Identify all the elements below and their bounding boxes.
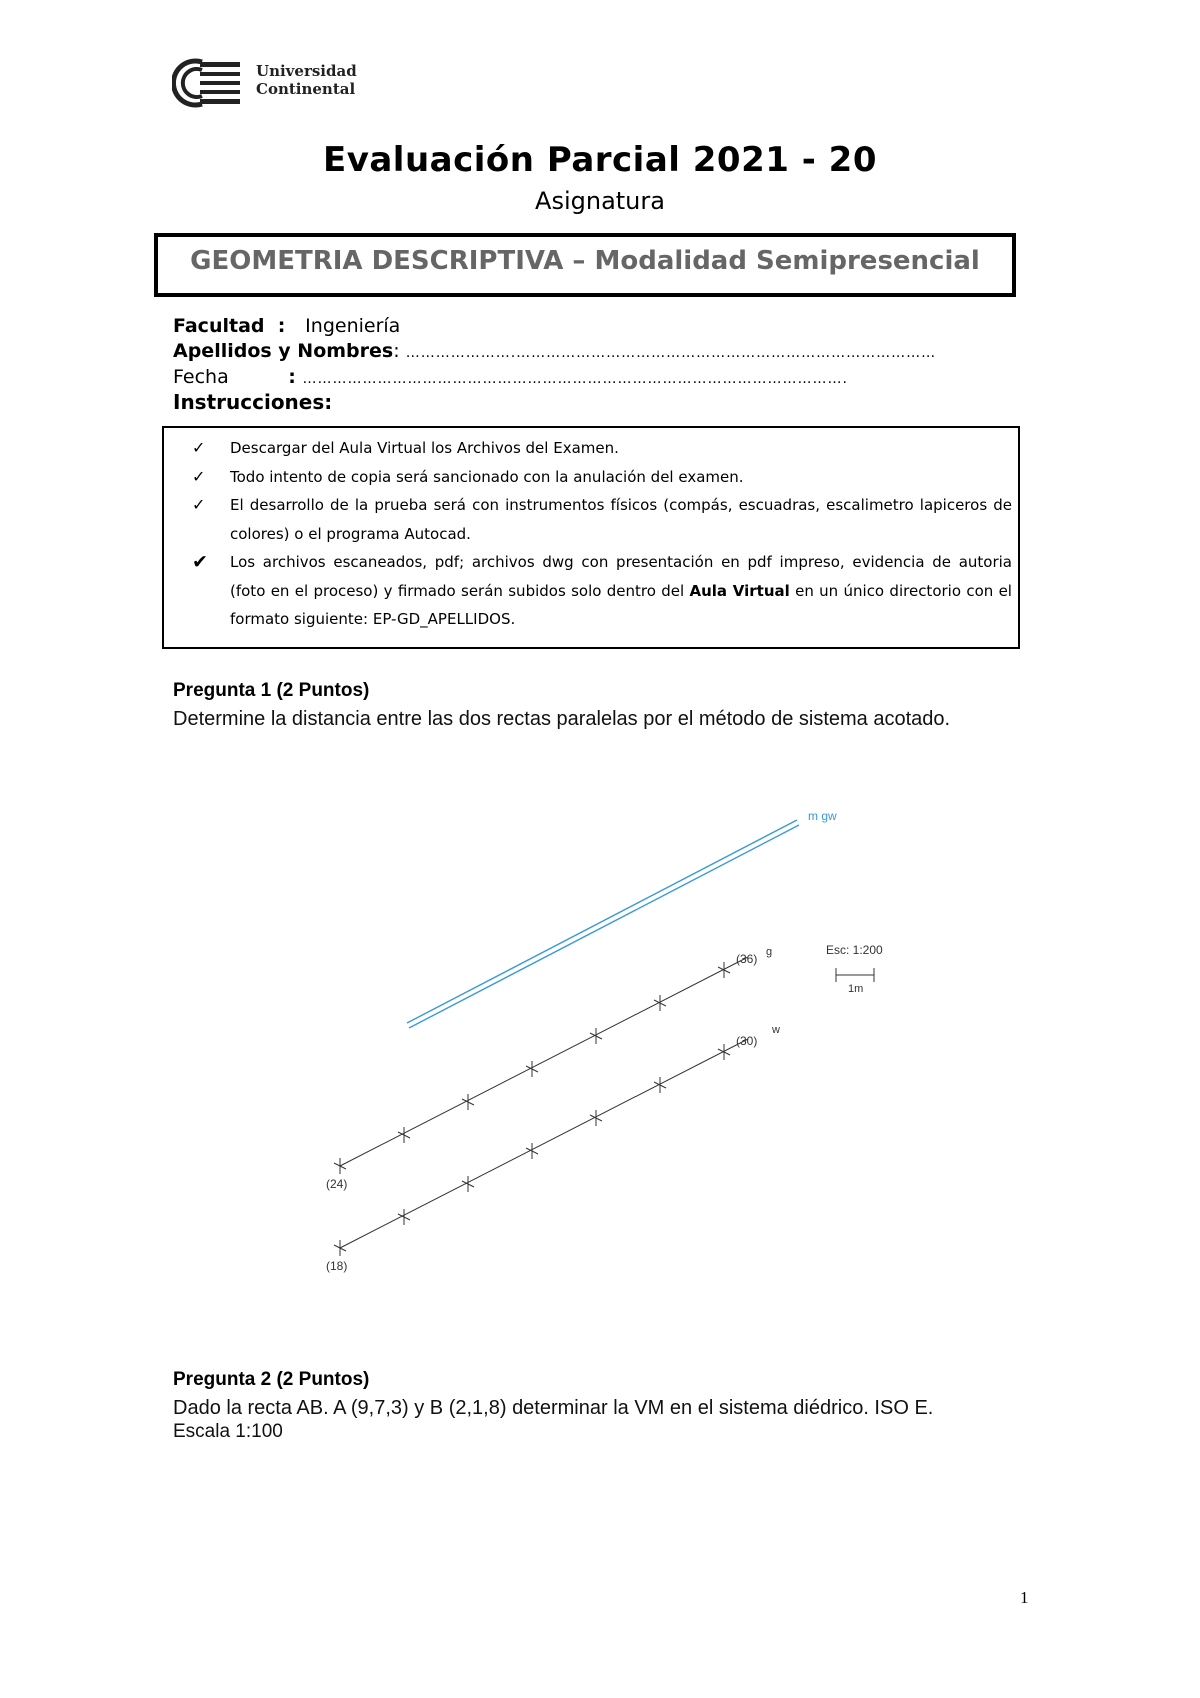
names-row: Apellidos y Nombres: ………………….………………………………………………………………………… xyxy=(173,340,937,362)
faculty-row: Facultad : Ingeniería xyxy=(173,315,401,337)
blue-line xyxy=(409,825,799,1028)
check-icon: ✓ xyxy=(192,438,206,457)
blue-line xyxy=(407,820,797,1023)
instruction-item: ✓ Todo intento de copia será sancionado con la anulación del examen. xyxy=(164,463,1012,492)
line-g-label: g xyxy=(766,946,773,958)
question-2-scale: Escala 1:100 xyxy=(173,1421,283,1442)
faculty-label: Facultad xyxy=(173,315,265,337)
university-logo-icon xyxy=(172,58,246,108)
parallel-lines-diagram xyxy=(300,790,920,1290)
scale-text: Esc: 1:200 xyxy=(826,943,883,957)
line-w-end-label: (30) xyxy=(736,1034,758,1048)
university-logo xyxy=(172,58,372,110)
page-title: Evaluación Parcial 2021 - 20 xyxy=(322,140,878,180)
instruction-item: ✓ El desarrollo de la prueba será con instrumentos físicos (compás, escuadras, escalimetro lapiceros de colores) o el programa Autocad. xyxy=(164,491,1012,548)
instruction-item: ✔ Los archivos escaneados, pdf; archivos dwg con presentación en pdf impreso, evidencia de autoria (foto en el proceso) y firmado serán subidos solo dentro del Aula Virtual en un único directorio con el formato siguiente: EP-GD_APELLIDOS. xyxy=(164,548,1012,634)
page-subtitle: Asignatura xyxy=(535,187,665,215)
check-icon: ✔ xyxy=(192,551,208,573)
instruction-item: ✓ Descargar del Aula Virtual los Archivos del Examen. xyxy=(164,434,1012,463)
names-blank: ………………….………………………………………………………………………… xyxy=(405,345,937,361)
date-row: Fecha : ………………………………………………………………………………………………. xyxy=(173,366,848,388)
question-1-title: Pregunta 1 (2 Puntos) xyxy=(173,680,370,701)
line-g xyxy=(340,957,748,1166)
blue-line-label: m gw xyxy=(808,809,837,823)
date-label: Fecha xyxy=(173,366,229,388)
scale-bar xyxy=(836,968,874,982)
line-w xyxy=(340,1039,748,1248)
page-number: 1 xyxy=(1020,1588,1029,1607)
line-g-ticks xyxy=(334,962,730,1174)
question-1-text: Determine la distancia entre las dos rectas paralelas por el método de sistema acotado. xyxy=(173,708,951,730)
question-2-text: Dado la recta AB. A (9,7,3) y B (2,1,8) determinar la VM en el sistema diédrico. ISO E. xyxy=(173,1397,934,1419)
logo-line-1: Universidad xyxy=(256,62,357,80)
instructions-box xyxy=(162,426,1020,649)
line-w-label: w xyxy=(772,1024,780,1036)
course-name: GEOMETRIA DESCRIPTIVA – Modalidad Semipresencial xyxy=(190,246,980,276)
check-icon: ✓ xyxy=(192,495,206,514)
line-w-start-label: (18) xyxy=(326,1259,348,1273)
faculty-value: Ingeniería xyxy=(305,315,401,337)
instructions-label: Instrucciones: xyxy=(173,390,333,414)
question-2-title: Pregunta 2 (2 Puntos) xyxy=(173,1369,370,1390)
line-g-start-label: (24) xyxy=(326,1177,348,1191)
check-icon: ✓ xyxy=(192,466,206,486)
date-blank: ………………………………………………………………………………………………. xyxy=(302,371,848,387)
line-g-end-label: (36) xyxy=(736,952,758,966)
scale-unit: 1m xyxy=(848,983,864,995)
names-label: Apellidos y Nombres xyxy=(173,340,394,362)
logo-line-2: Continental xyxy=(256,80,356,98)
course-box xyxy=(154,233,1016,297)
